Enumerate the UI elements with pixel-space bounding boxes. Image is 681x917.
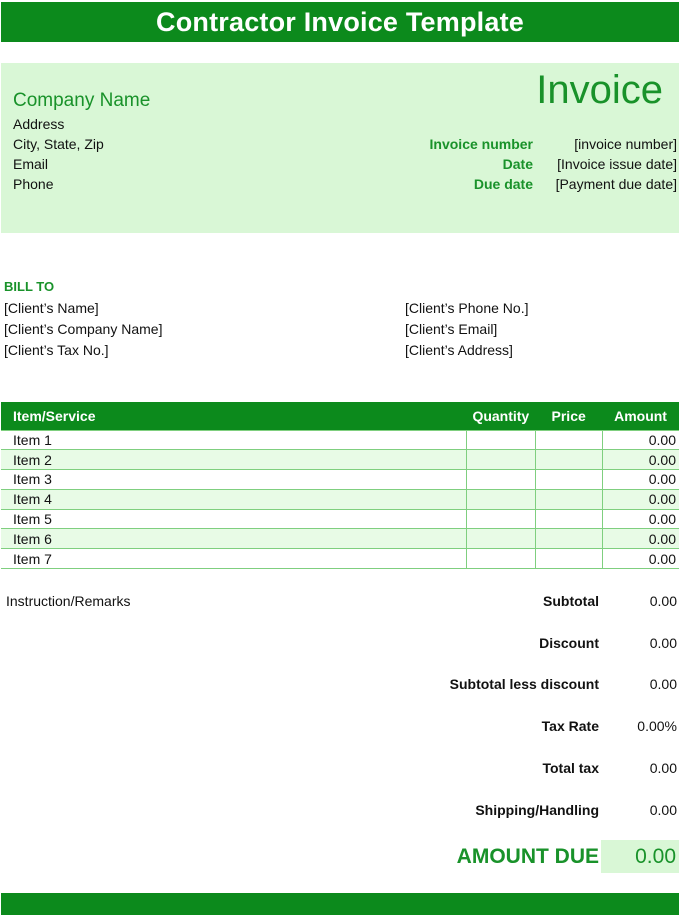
invoice-heading: Invoice [536,68,663,112]
price-cell[interactable] [535,509,602,529]
quantity-cell[interactable] [466,509,535,529]
document-title: Contractor Invoice Template [156,6,524,37]
subtotal-value: 0.00 [649,593,677,609]
amount-cell: 0.00 [602,509,679,529]
client-email[interactable]: [Client’s Email] [405,321,498,337]
amount-due-label: AMOUNT DUE [456,845,599,868]
table-row [1,549,679,569]
header-item: Item/Service [1,402,466,430]
invoice-number-value[interactable]: [invoice number] [574,136,677,152]
item-cell[interactable]: Item 4 [1,489,466,509]
total-tax-value: 0.00 [649,760,677,776]
bill-to-heading: BILL TO [4,279,55,294]
subtotal-label: Subtotal [543,593,599,609]
amount-due-box [601,840,679,873]
company-phone: Phone [13,176,54,192]
discount-label: Discount [539,635,599,651]
due-date-label: Due date [473,176,533,192]
table-row [1,470,679,490]
price-cell[interactable] [535,549,602,569]
remarks-label[interactable]: Instruction/Remarks [6,593,131,609]
amount-due-value: 0.00 [635,844,676,868]
client-address[interactable]: [Client’s Address] [405,342,513,358]
table-row [1,430,679,450]
subtotal-less-discount-value: 0.00 [649,676,677,692]
amount-cell: 0.00 [602,450,679,470]
quantity-cell[interactable] [466,489,535,509]
discount-value[interactable]: 0.00 [649,635,677,651]
table-row [1,450,679,470]
item-cell[interactable]: Item 3 [1,470,466,490]
tax-rate-label: Tax Rate [541,718,599,734]
amount-cell: 0.00 [602,430,679,450]
table-row [1,489,679,509]
item-cell[interactable]: Item 6 [1,529,466,549]
quantity-cell[interactable] [466,549,535,569]
company-city: City, State, Zip [13,136,104,152]
price-cell[interactable] [535,489,602,509]
invoice-date-value[interactable]: [Invoice issue date] [557,156,677,172]
quantity-cell[interactable] [466,430,535,450]
invoice-number-label: Invoice number [429,136,533,152]
client-tax[interactable]: [Client’s Tax No.] [4,342,109,358]
price-cell[interactable] [535,529,602,549]
client-phone[interactable]: [Client’s Phone No.] [405,300,529,316]
client-company[interactable]: [Client’s Company Name] [4,321,163,337]
total-tax-label: Total tax [542,760,599,776]
shipping-label: Shipping/Handling [475,802,599,818]
company-name: Company Name [13,90,151,111]
company-address: Address [13,116,65,132]
quantity-cell[interactable] [466,470,535,490]
table-row [1,509,679,529]
invoice-date-label: Date [502,156,533,172]
quantity-cell[interactable] [466,450,535,470]
subtotal-less-discount-label: Subtotal less discount [449,676,599,692]
footer-bar [1,893,679,915]
client-name[interactable]: [Client’s Name] [4,300,99,316]
amount-cell: 0.00 [602,470,679,490]
price-cell[interactable] [535,430,602,450]
item-cell[interactable]: Item 2 [1,450,466,470]
company-email: Email [13,156,49,172]
table-header-row [1,402,679,430]
price-cell[interactable] [535,450,602,470]
header-quantity: Quantity [466,402,535,430]
item-cell[interactable]: Item 7 [1,549,466,569]
shipping-value[interactable]: 0.00 [649,802,677,818]
amount-cell: 0.00 [602,549,679,569]
title-bar [1,2,679,42]
amount-cell: 0.00 [602,529,679,549]
item-cell[interactable]: Item 1 [1,430,466,450]
tax-rate-value[interactable]: 0.00% [637,718,677,734]
header-amount: Amount [602,402,679,430]
amount-cell: 0.00 [602,489,679,509]
item-cell[interactable]: Item 5 [1,509,466,529]
due-date-value[interactable]: [Payment due date] [555,176,677,192]
price-cell[interactable] [535,470,602,490]
quantity-cell[interactable] [466,529,535,549]
header-price: Price [535,402,602,430]
table-row [1,529,679,549]
items-table [1,402,679,569]
